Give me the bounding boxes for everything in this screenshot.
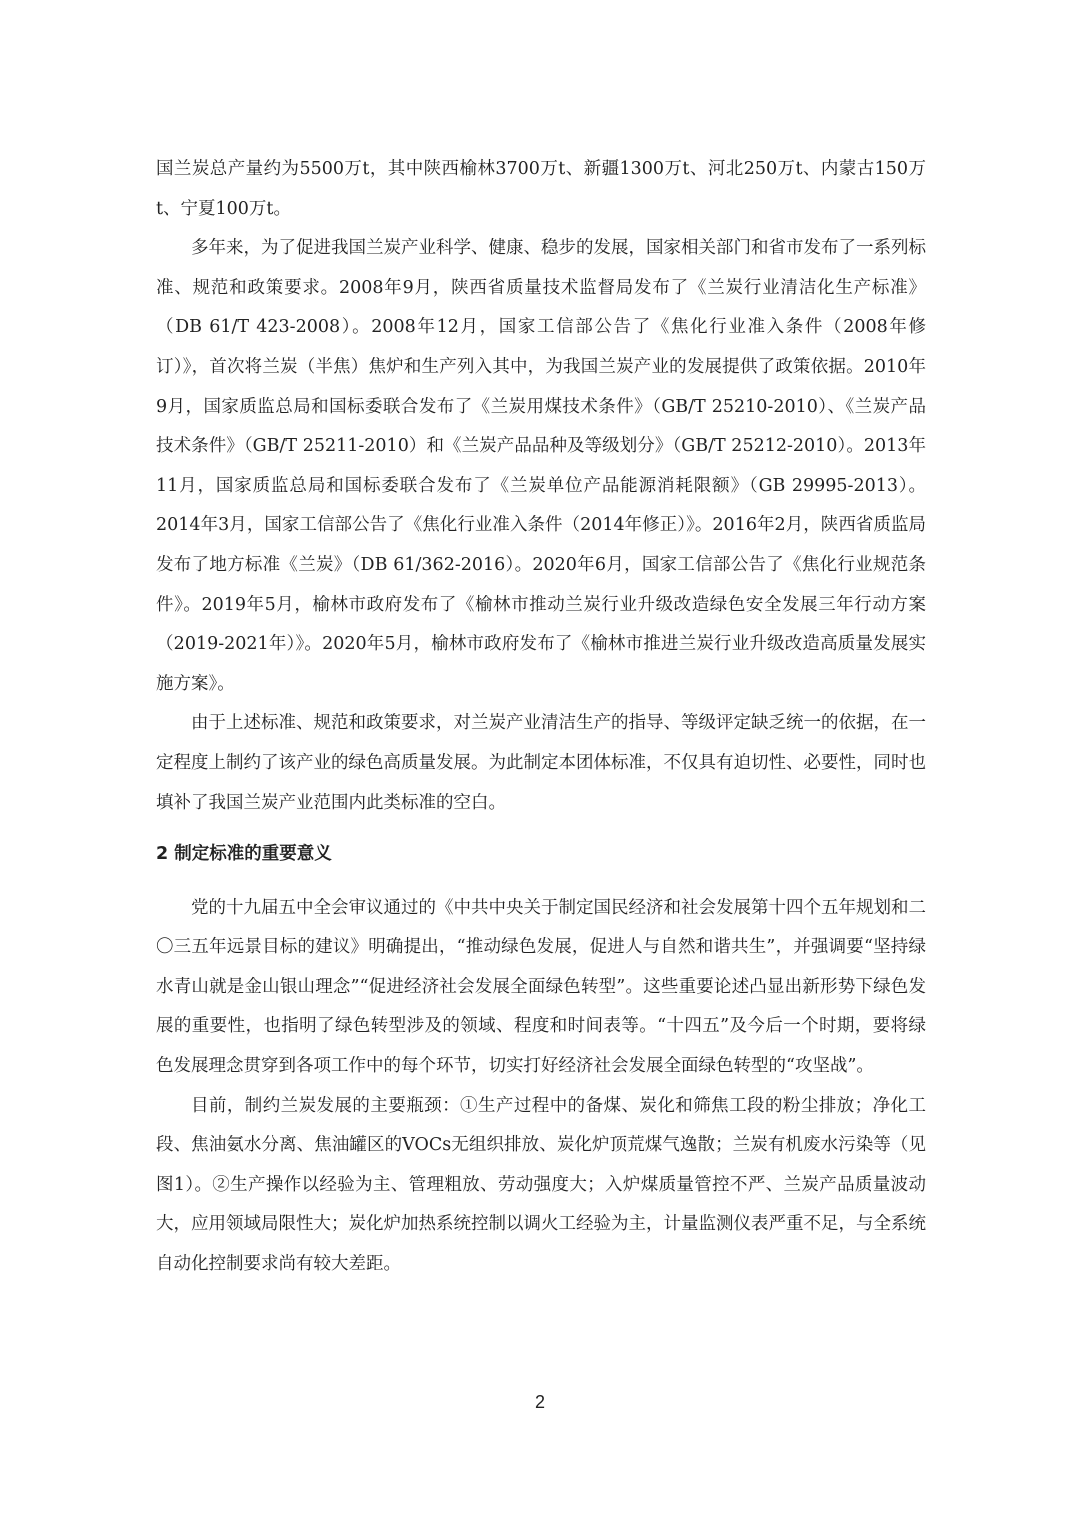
paragraph-1: 国兰炭总产量约为5500万t，其中陕西榆林3700万t、新疆1300万t、河北250万t、内蒙古150万t、宁夏100万t。 (156, 159, 926, 219)
paragraph-2: 多年来，为了促进我国兰炭产业科学、健康、稳步的发展，国家相关部门和省市发布了一系列标准、规范和政策要求。2008年9月，陕西省质量技术监督局发布了《兰炭行业清洁化生产标准》（DB 61/T 423-2008）。2008年12月，国家工信部公告了《焦化行业准入条件（2008年修订）》，首次将兰炭（半焦）焦炉和生产列入其中，为我国兰炭产业的发展提供了政策依据。2010年9月，国家质监总局和国标委联合发布了《兰炭用煤技术条件》（GB/T 25210-2010）、《兰炭产品技术条件》（GB/T 25211-2010）和《兰炭产品品种及等级划分》（GB/T 25212-2010）。2013年11月，国家质监总局和国标委联合发布了《兰炭单位产品能源消耗限额》（GB 29995-2013）。2014年3月，国家工信部公告了《焦化行业准入条件（2014年修正）》。2016年2月，陕西省质监局发布了地方标准《兰炭》（DB 61/362-2016）。2020年6月，国家工信部公告了《焦化行业规范条件》。2019年5月，榆林市政府发布了《榆林市推动兰炭行业升级改造绿色安全发展三年行动方案（2019-2021年）》。2020年5月，榆林市政府发布了《榆林市推进兰炭行业升级改造高质量发展实施方案》。 (156, 238, 926, 694)
paragraph-3: 由于上述标准、规范和政策要求，对兰炭产业清洁生产的指导、等级评定缺乏统一的依据，在一定程度上制约了该产业的绿色高质量发展。为此制定本团体标准，不仅具有迫切性、必要性，同时也填补了我国兰炭产业范围内此类标准的空白。 (156, 713, 926, 813)
document-page (156, 150, 926, 1285)
paragraph-5: 目前，制约兰炭发展的主要瓶颈：①生产过程中的备煤、炭化和筛焦工段的粉尘排放；净化工段、焦油氨水分离、焦油罐区的VOCs无组织排放、炭化炉顶荒煤气逸散；兰炭有机废水污染等（见图1）。②生产操作以经验为主、管理粗放、劳动强度大；入炉煤质量管控不严、兰炭产品质量波动大，应用领域局限性大；炭化炉加热系统控制以调火工经验为主，计量监测仪表严重不足，与全系统自动化控制要求尚有较大差距。 (156, 1095, 926, 1275)
page-number: 2 (534, 1392, 545, 1412)
paragraph-4: 党的十九届五中全会审议通过的《中共中央关于制定国民经济和社会发展第十四个五年规划和二〇三五年远景目标的建议》明确提出，“推动绿色发展，促进人与自然和谐共生”，并强调要“坚持绿水青山就是金山银山理念”“促进经济社会发展全面绿色转型”。这些重要论述凸显出新形势下绿色发展的重要性，也指明了绿色转型涉及的领域、程度和时间表等。“十四五”及今后一个时期，要将绿色发展理念贯穿到各项工作中的每个环节，切实打好经济社会发展全面绿色转型的“攻坚战”。 (156, 897, 926, 1077)
section-heading: 2 制定标准的重要意义 (156, 844, 332, 865)
